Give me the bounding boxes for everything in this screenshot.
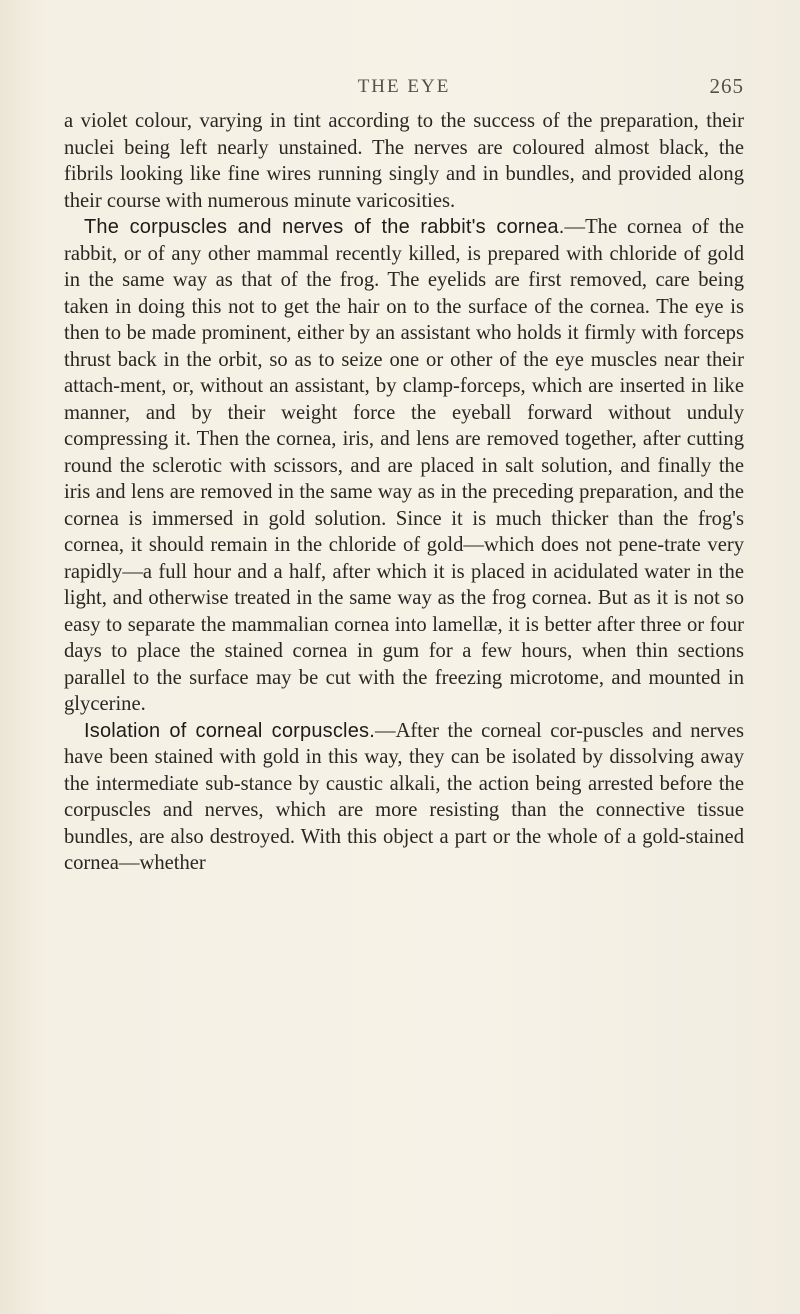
section-heading-isolation: Isolation of corneal corpuscles.	[84, 719, 375, 742]
page-number: 265	[709, 74, 744, 98]
running-head	[64, 68, 744, 102]
paragraph-text: —After the corneal cor-puscles and nerves have been stained with gold in this way, they can be isolated by dissolving away the intermediate sub-stance by caustic alkali, the action being arrested before the corpuscles and nerves, which are more resisting than the connective tissue bundles, are also destroyed. With this object a part or the whole of a gold-stained cornea—whether	[64, 719, 744, 874]
paragraph-isolation	[64, 718, 744, 877]
body-text	[64, 108, 744, 877]
paragraph-rabbit-cornea	[64, 214, 744, 718]
section-heading-rabbit-cornea: The corpuscles and nerves of the rabbit's cornea.	[84, 216, 565, 238]
running-title: THE EYE	[357, 76, 451, 97]
paragraph-text: —The cornea of the rabbit, or of any other mammal recently killed, is prepared with chloride of gold in the same way as that of the frog. The eyelids are first removed, care being taken in doing this not to get the hair on to the surface of the cornea. The eye is then to be made prominent, either by an assistant who holds it firmly with forceps thrust back in the orbit, so as to seize one or other of the eye muscles near their attach-ment, or, without an assistant, by clamp-forceps, which are inserted in like manner, and by their weight force the eyeball forward without unduly compressing it. Then the cornea, iris, and lens are removed together, after cutting round the sclerotic with scissors, and are placed in salt solution, and finally the iris and lens are removed in the same way as in the preceding preparation, and the cornea is immersed in gold solution. Since it is much thicker than the frog's cornea, it should remain in the chloride of gold—which does not pene-trate very rapidly—a full hour and a half, after which it is placed in acidulated water in the light, and otherwise treated in the same way as the frog cornea. But as it is not so easy to separate the mammalian cornea into lamellæ, it is better after three or four days to place the stained cornea in gum for a few hours, when thin sections parallel to the surface may be cut with the freezing microtome, and mounted in glycerine.	[64, 216, 744, 715]
paragraph-text: a violet colour, varying in tint according to the success of the preparation, their nuclei being left nearly unstained. The nerves are coloured almost black, the fibrils looking like fine wires running singly and in bundles, and provided along their course with numerous minute varicosities.	[64, 110, 744, 212]
paragraph-continuation	[64, 108, 744, 214]
